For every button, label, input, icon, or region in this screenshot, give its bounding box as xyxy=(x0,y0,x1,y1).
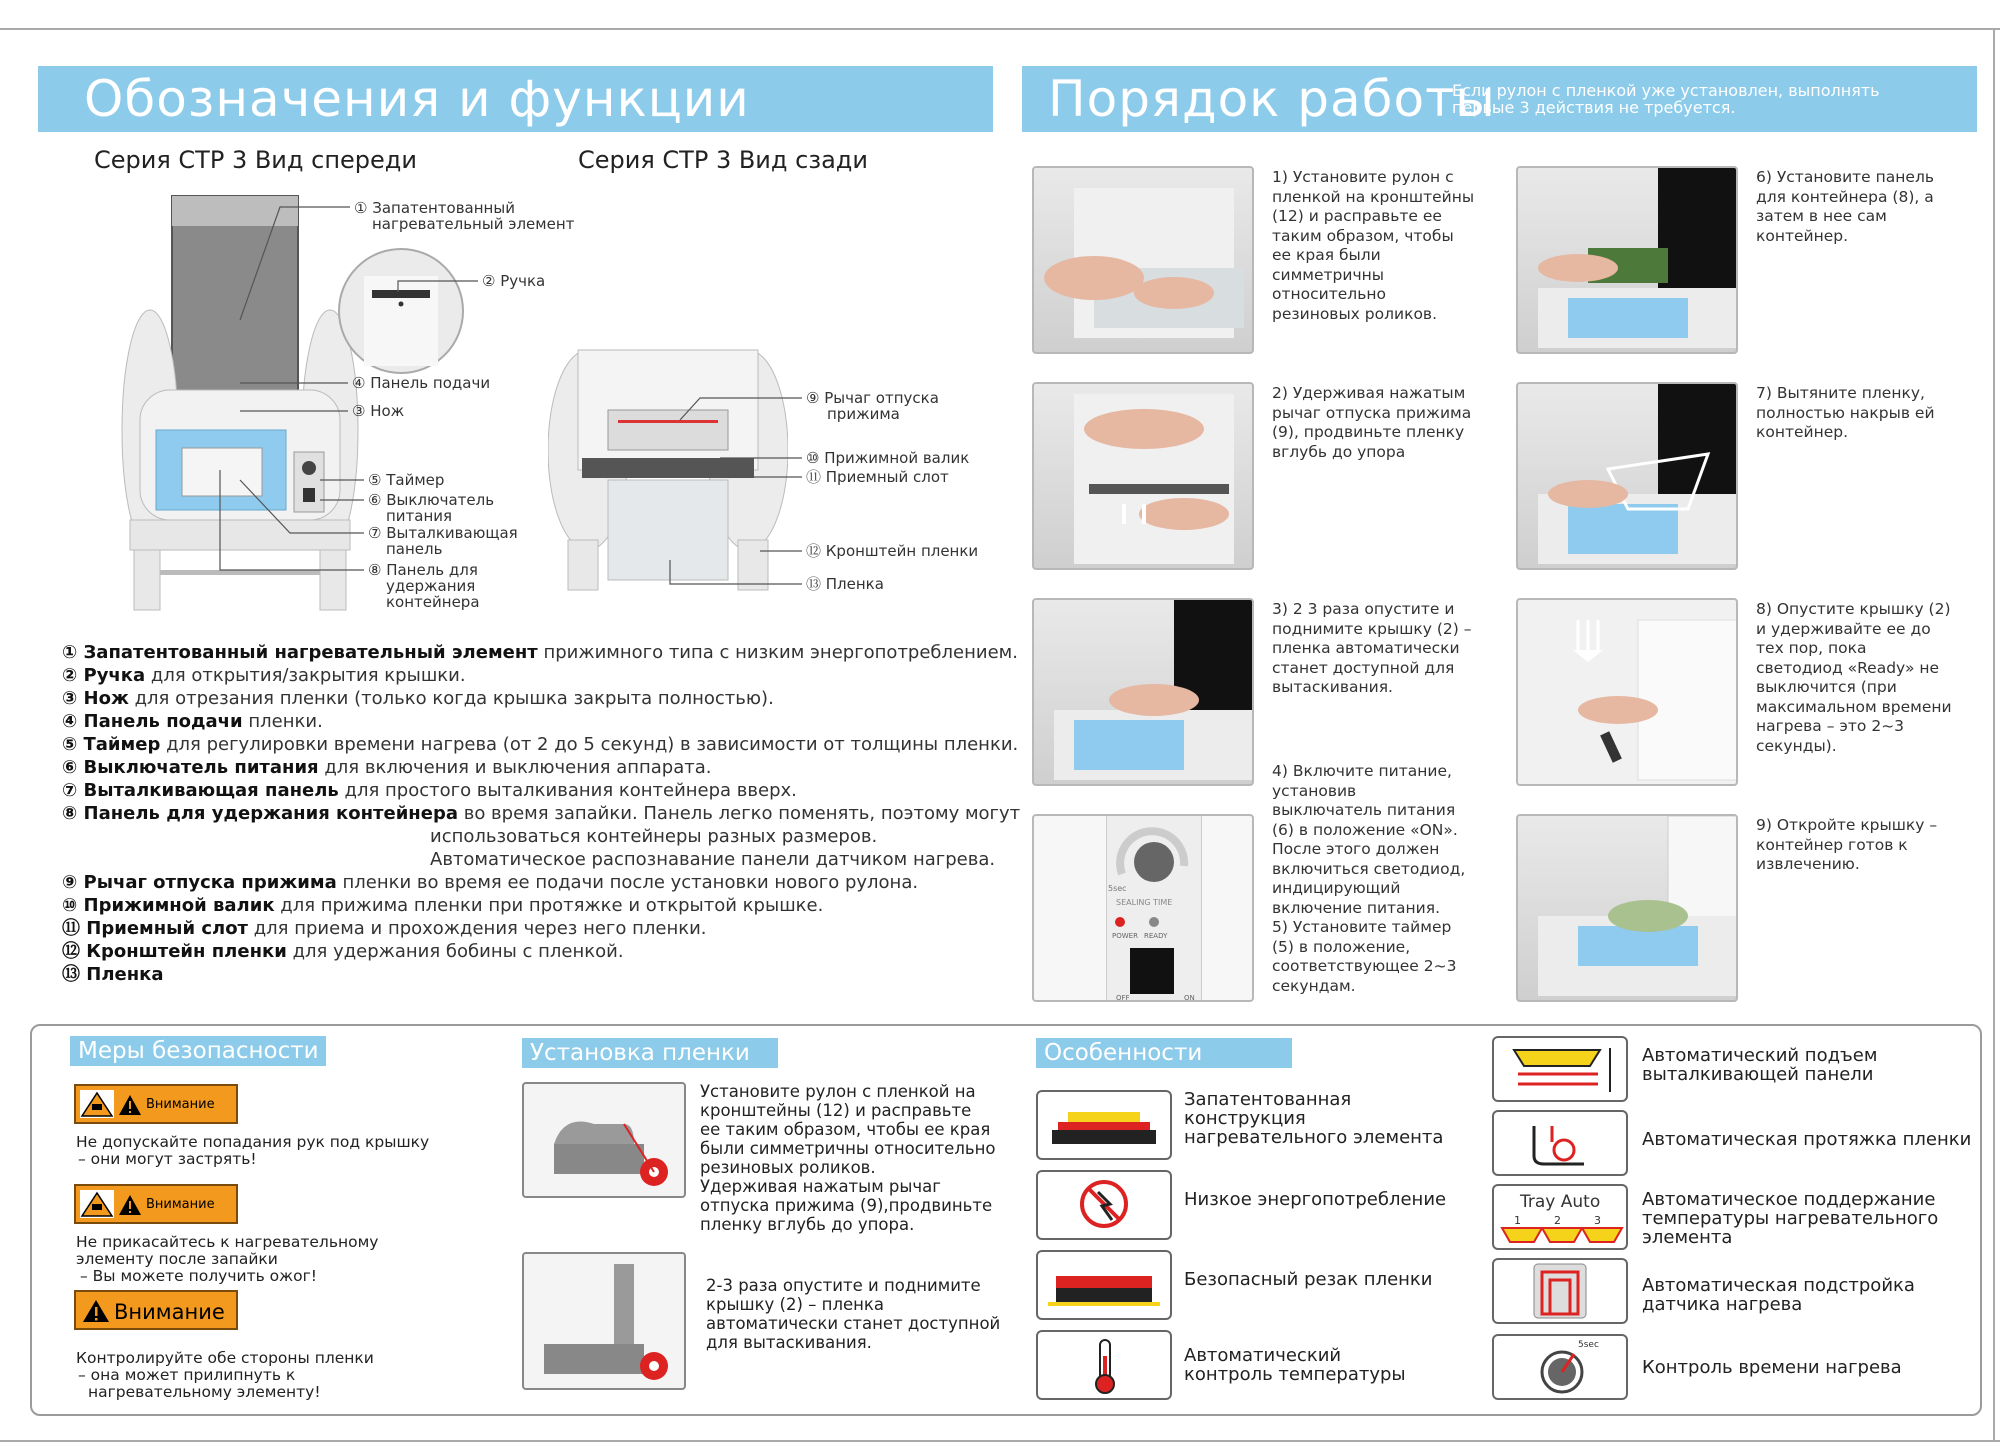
film-roll-icon xyxy=(524,1084,684,1196)
feature-safe-cutter-text: Безопасный резак пленки xyxy=(1184,1269,1433,1290)
desc-12 xyxy=(62,940,1020,963)
callout-feed-panel: ④ Панель подачи xyxy=(352,374,491,392)
left-header-title: Обозначения и функции xyxy=(84,70,750,128)
step-4-line: включение питания. xyxy=(1272,898,1441,917)
warning-3-line: нагревательному элементу! xyxy=(88,1383,321,1401)
tray-num-3: 3 xyxy=(1594,1214,1601,1227)
desc-8-bold: ⑧ Панель для удержания контейнера xyxy=(62,803,458,824)
film-install-line: для вытаскивания. xyxy=(706,1333,872,1352)
desc-11-rest: для приема и прохождения через него пленки. xyxy=(248,918,707,939)
step-1-line: 1) Установите рулон с xyxy=(1272,168,1454,186)
callout-power-switch-line2: питания xyxy=(386,507,453,525)
right-header-note-line2: первые 3 действия не требуется. xyxy=(1452,98,1736,117)
step-9-text xyxy=(1756,816,1937,875)
desc-8-cont-2: Автоматическое распознавание панели датчиком нагрева. xyxy=(430,849,996,870)
desc-2 xyxy=(62,664,1020,687)
warning-badge-3 xyxy=(74,1290,238,1330)
step-3-line: 3) 2 3 раза опустите и xyxy=(1272,600,1455,618)
lid-open-icon xyxy=(524,1254,684,1388)
step-8-line: максимальном времени xyxy=(1756,697,1952,716)
desc-9 xyxy=(62,871,1020,894)
frame-bottom-line xyxy=(0,1440,2000,1442)
desc-5-bold: ⑤ Таймер xyxy=(62,734,161,755)
callout-heating-element-line1: ① Запатентованный xyxy=(354,199,515,217)
step-5-line: (5) в положение, xyxy=(1272,937,1411,956)
callout-power-switch-line1: ⑥ Выключатель xyxy=(368,491,495,509)
step-8-line: секунды). xyxy=(1756,736,1837,755)
feature-heating-element-icon xyxy=(1036,1090,1172,1160)
panel-power-label: POWER xyxy=(1112,932,1138,940)
step-2-line: 2) Удерживая нажатым xyxy=(1272,384,1466,402)
step-8-line: выключится (при xyxy=(1756,678,1897,696)
feature-line: нагревательного элемента xyxy=(1184,1127,1444,1148)
desc-2-bold: ② Ручка xyxy=(62,665,146,686)
step-3-line: вытаскивания. xyxy=(1272,678,1393,696)
step-9-line: извлечению. xyxy=(1756,855,1860,873)
feature-thermometer-icon xyxy=(1036,1330,1172,1400)
step-8-line: тех пор, пока xyxy=(1756,639,1867,657)
desc-11 xyxy=(62,917,1020,940)
callout-receiving-slot: ⑪ Приемный слот xyxy=(806,468,949,486)
warning-badge-2 xyxy=(74,1184,238,1224)
feature-film-pull-text: Автоматическая протяжка пленки xyxy=(1642,1129,1972,1150)
film-install-line: автоматически станет доступной xyxy=(706,1314,1001,1333)
feature-sensor-text xyxy=(1642,1276,1915,1314)
feature-line: Автоматический xyxy=(1184,1345,1342,1366)
step-3-line: станет доступной для xyxy=(1272,658,1455,677)
film-install-line: 2-3 раза опустите и поднимите xyxy=(706,1276,981,1295)
step-9-photo xyxy=(1516,814,1738,1002)
warning-2-line: – Вы можете получить ожог! xyxy=(80,1267,317,1285)
step-2-line: (9), продвиньте пленку xyxy=(1272,423,1465,441)
step-1-line: относительно xyxy=(1272,285,1386,303)
features-title: Особенности xyxy=(1036,1038,1292,1068)
step-4-control-panel xyxy=(1032,814,1254,1002)
step-2-text xyxy=(1272,384,1471,462)
desc-13-bold: ⑬ Пленка xyxy=(62,964,164,985)
feature-line: Автоматический подъем xyxy=(1642,1045,1878,1066)
step-4-line: установив xyxy=(1272,781,1357,800)
feature-timer-text: Контроль времени нагрева xyxy=(1642,1357,1902,1378)
callout-handle: ② Ручка xyxy=(482,272,546,290)
front-view-title: Серия СТР 3 Вид спереди xyxy=(94,146,417,174)
feature-film-pull-icon xyxy=(1492,1110,1628,1176)
desc-7-bold: ⑦ Выталкивающая панель xyxy=(62,780,339,801)
callout-film-bracket: ⑫ Кронштейн пленки xyxy=(806,542,979,560)
desc-10 xyxy=(62,894,1020,917)
step-1-line: симметричны xyxy=(1272,265,1384,284)
step-6-line: затем в нее сам xyxy=(1756,207,1887,225)
feature-low-power-icon xyxy=(1036,1170,1172,1240)
callout-release-lever-line2: прижима xyxy=(827,405,900,423)
tray-num-1: 1 xyxy=(1514,1214,1521,1227)
feature-lift-panel-text xyxy=(1642,1046,1877,1084)
step-4-line: индицирующий xyxy=(1272,879,1401,897)
callout-pressure-roller: ⑩ Прижимной валик xyxy=(806,449,970,467)
step-9-line: контейнер готов к xyxy=(1756,835,1908,854)
feature-line: Запатентованная xyxy=(1184,1089,1352,1110)
step-5-line: 5) Установите таймер xyxy=(1272,918,1452,936)
warning-1-text xyxy=(76,1134,429,1168)
warning-triangle-icon xyxy=(118,1194,142,1216)
step-7-photo xyxy=(1516,382,1738,570)
warning-badge-1-label: Внимание xyxy=(146,1097,215,1112)
step-2-line: рычаг отпуска прижима xyxy=(1272,403,1472,422)
film-install-line: Удерживая нажатым рычаг xyxy=(700,1177,941,1196)
tray-auto-label: Tray Auto xyxy=(1520,1192,1601,1212)
callout-eject-panel-line2: панель xyxy=(386,540,443,558)
step-1-line: (12) и расправьте ее xyxy=(1272,207,1442,225)
desc-4-bold: ④ Панель подачи xyxy=(62,711,243,732)
right-header-title: Порядок работы xyxy=(1048,70,1496,128)
desc-8 xyxy=(62,802,1020,825)
film-install-text-2 xyxy=(706,1276,1000,1352)
step-1-line: пленкой на кронштейны xyxy=(1272,187,1475,206)
step-3-text xyxy=(1272,600,1472,698)
warning-2-line: Не прикасайтесь к нагревательному xyxy=(76,1233,379,1251)
step-5-line: соответствующее 2~3 xyxy=(1272,957,1457,975)
right-header-banner xyxy=(1022,66,1977,132)
step-3-line: пленка автоматически xyxy=(1272,639,1460,657)
desc-1-bold: ① Запатентованный нагревательный элемент xyxy=(62,642,538,663)
desc-4-rest: пленки. xyxy=(242,711,323,732)
step-8-text xyxy=(1756,600,1952,756)
step-7-line: контейнер. xyxy=(1756,423,1849,441)
desc-3 xyxy=(62,687,1020,710)
safety-title: Меры безопасности xyxy=(70,1036,326,1066)
callout-eject-panel-line1: ⑦ Выталкивающая xyxy=(368,524,518,542)
step-6-line: контейнер. xyxy=(1756,226,1849,245)
desc-10-rest: для прижима пленки при протяжке и открытой крышке. xyxy=(274,895,824,916)
warning-triangle-icon xyxy=(82,1299,110,1323)
frame-right-line xyxy=(1993,28,1995,1442)
desc-7-rest: для простого выталкивания контейнера вверх. xyxy=(338,780,797,801)
desc-6-bold: ⑥ Выключатель питания xyxy=(62,757,319,778)
timer-5sec-label: 5sec xyxy=(1578,1340,1599,1350)
feature-timer-icon xyxy=(1492,1334,1628,1400)
warning-2-line: элементу после запайки xyxy=(76,1250,278,1268)
warning-3-line: – она может прилипнуть к xyxy=(78,1366,296,1384)
warning-badge-2-label: Внимание xyxy=(146,1197,215,1212)
film-install-icon-1 xyxy=(522,1082,686,1198)
descriptions-list xyxy=(62,641,1020,986)
callout-release-lever-line1: ⑨ Рычаг отпуска xyxy=(806,389,939,407)
desc-3-rest: для отрезания пленки (только когда крышка закрыта полностью). xyxy=(128,688,774,709)
step-3-line: поднимите крышку (2) – xyxy=(1272,619,1472,638)
desc-8-cont-1: использоваться контейнеры разных размеров. xyxy=(430,826,878,847)
step-6-line: 6) Установите панель xyxy=(1756,168,1934,186)
feature-tray-auto-icon xyxy=(1492,1184,1628,1250)
desc-10-bold: ⑩ Прижимной валик xyxy=(62,895,275,916)
right-header-note-line1: Если рулон с пленкой уже установлен, выполнять xyxy=(1452,81,1880,100)
step-1-text xyxy=(1272,168,1474,324)
desc-2-rest: для открытия/закрытия крышки. xyxy=(145,665,466,686)
feature-low-power-text: Низкое энергопотребление xyxy=(1184,1189,1447,1210)
feature-lift-panel-icon xyxy=(1492,1036,1628,1102)
callout-container-panel-line1: ⑧ Панель для xyxy=(368,561,478,579)
feature-line: элемента xyxy=(1642,1227,1733,1248)
feature-line: температуры нагревательного xyxy=(1642,1208,1939,1229)
film-install-icon-2 xyxy=(522,1252,686,1390)
film-install-line: пленку вглубь до упора. xyxy=(700,1215,915,1234)
step-2-line: вглубь до упора xyxy=(1272,442,1406,461)
film-install-line: Установите рулон с пленкой на xyxy=(700,1082,976,1101)
callout-timer: ⑤ Таймер xyxy=(368,471,445,489)
warning-1-line: – они могут застрять! xyxy=(78,1150,257,1168)
feature-line: контроль температуры xyxy=(1184,1364,1406,1385)
step-4-5-text xyxy=(1272,762,1465,996)
callout-container-panel-line2: удержания xyxy=(386,577,476,595)
step-2-photo xyxy=(1032,382,1254,570)
step-4-line: выключатель питания xyxy=(1272,801,1456,819)
desc-5 xyxy=(62,733,1020,756)
warning-3-text xyxy=(76,1350,374,1401)
rear-view-title: Серия СТР 3 Вид сзади xyxy=(578,146,868,174)
hand-crush-icon xyxy=(80,1190,114,1218)
step-1-line: таким образом, чтобы xyxy=(1272,226,1454,245)
feature-tray-auto-text xyxy=(1642,1190,1938,1247)
feature-safe-cutter-icon xyxy=(1036,1250,1172,1320)
warning-3-line: Контролируйте обе стороны пленки xyxy=(76,1349,374,1367)
desc-6-rest: для включения и выключения аппарата. xyxy=(318,757,712,778)
warning-badge-3-label: Внимание xyxy=(114,1300,225,1324)
feature-line: конструкция xyxy=(1184,1108,1306,1129)
desc-7 xyxy=(62,779,1020,802)
hand-crush-icon xyxy=(80,1090,114,1118)
film-install-line: отпуска прижима (9),продвиньте xyxy=(700,1196,993,1215)
desc-9-rest: пленки во время ее подачи после установки нового рулона. xyxy=(336,872,919,893)
step-8-line: и удерживайте ее до xyxy=(1756,619,1931,638)
step-9-line: 9) Откройте крышку – xyxy=(1756,816,1938,834)
step-1-line: резиновых роликов. xyxy=(1272,304,1437,323)
panel-on-label: ON xyxy=(1184,994,1195,1002)
step-4-line: (6) в положение «ON». xyxy=(1272,820,1458,839)
step-6-line: для контейнера (8), а xyxy=(1756,187,1934,206)
step-1-line: ее края были xyxy=(1272,246,1381,264)
film-install-line: были симметричны относительно xyxy=(700,1139,996,1158)
callout-heating-element-line2: нагревательный элемент xyxy=(372,215,575,233)
desc-13 xyxy=(62,963,1020,986)
feature-line: Автоматическое поддержание xyxy=(1642,1189,1936,1210)
callout-release-lever xyxy=(806,390,939,422)
step-4-line: 4) Включите питание, xyxy=(1272,762,1452,780)
step-8-photo xyxy=(1516,598,1738,786)
feature-thermometer-text xyxy=(1184,1346,1406,1384)
step-8-line: светодиод «Ready» не xyxy=(1756,658,1940,677)
step-1-photo xyxy=(1032,166,1254,354)
warning-triangle-icon xyxy=(118,1094,142,1116)
step-8-line: 8) Опустите крышку (2) xyxy=(1756,600,1951,618)
desc-6 xyxy=(62,756,1020,779)
step-8-line: нагрева – это 2~3 xyxy=(1756,717,1905,735)
panel-5sec-label: 5sec xyxy=(1108,884,1127,893)
step-7-line: полностью накрыв ей xyxy=(1756,403,1935,422)
film-install-line: кронштейны (12) и расправьте xyxy=(700,1101,972,1120)
feature-sensor-icon xyxy=(1492,1258,1628,1324)
desc-1 xyxy=(62,641,1020,664)
film-install-line: крышку (2) – пленка xyxy=(706,1295,885,1314)
feature-heating-element-text xyxy=(1184,1090,1443,1147)
desc-1-rest: прижимного типа с низким энергопотреблением. xyxy=(537,642,1018,663)
callout-film: ⑬ Пленка xyxy=(806,575,884,593)
warning-badge-1 xyxy=(74,1084,238,1124)
film-install-line: резиновых роликов. xyxy=(700,1158,876,1177)
step-6-text xyxy=(1756,168,1934,246)
desc-4 xyxy=(62,710,1020,733)
desc-5-rest: для регулировки времени нагрева (от 2 до 5 секунд) в зависимости от толщины пленки. xyxy=(160,734,1019,755)
warning-2-text xyxy=(76,1234,378,1285)
desc-8-rest: во время запайки. Панель легко поменять, поэтому могут xyxy=(457,803,1021,824)
step-6-photo xyxy=(1516,166,1738,354)
film-install-line: ее таким образом, чтобы ее края xyxy=(700,1120,991,1139)
control-panel-graphics xyxy=(1106,816,1202,1002)
step-7-line: 7) Вытяните пленку, xyxy=(1756,384,1925,402)
step-4-line: включиться светодиод, xyxy=(1272,859,1466,878)
desc-3-bold: ③ Нож xyxy=(62,688,129,709)
panel-sealing-label: SEALING TIME xyxy=(1116,898,1173,907)
film-install-title: Установка пленки xyxy=(522,1038,778,1068)
panel-off-label: OFF xyxy=(1116,994,1130,1002)
desc-12-rest: для удержания бобины с пленкой. xyxy=(286,941,624,962)
callout-knife: ③ Нож xyxy=(352,402,405,420)
feature-line: датчика нагрева xyxy=(1642,1294,1803,1315)
callout-container-panel-line3: контейнера xyxy=(386,593,480,611)
feature-line: выталкивающей панели xyxy=(1642,1064,1874,1085)
warning-1-line: Не допускайте попадания рук под крышку xyxy=(76,1133,430,1151)
desc-12-bold: ⑫ Кронштейн пленки xyxy=(62,941,287,962)
step-4-line: После этого должен xyxy=(1272,840,1440,858)
desc-9-bold: ⑨ Рычаг отпуска прижима xyxy=(62,872,337,893)
step-3-photo xyxy=(1032,598,1254,786)
desc-11-bold: ⑪ Приемный слот xyxy=(62,918,248,939)
step-5-line: секундам. xyxy=(1272,976,1356,995)
panel-ready-label: READY xyxy=(1144,932,1168,940)
feature-line: Автоматическая подстройка xyxy=(1642,1275,1915,1296)
tray-num-2: 2 xyxy=(1554,1214,1561,1227)
right-header-note xyxy=(1452,82,1880,116)
step-7-text xyxy=(1756,384,1935,443)
rear-callout-lines xyxy=(0,0,820,620)
film-install-text-1 xyxy=(700,1082,995,1234)
